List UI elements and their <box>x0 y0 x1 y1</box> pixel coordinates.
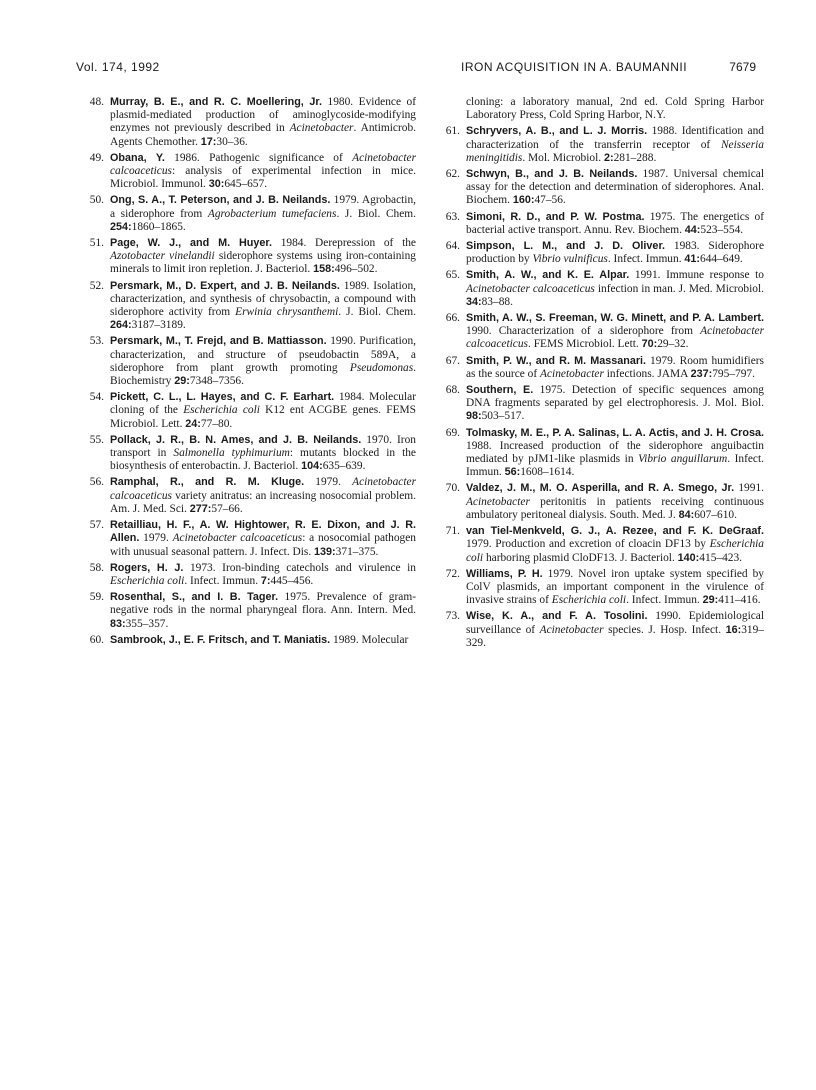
reference-pages: 371–375. <box>335 545 379 558</box>
reference-volume: 264: <box>110 319 132 332</box>
running-title: IRON ACQUISITION IN A. BAUMANNII <box>461 60 688 74</box>
reference-journal: species. J. Hosp. Infect. <box>603 623 726 636</box>
reference-volume: 56: <box>504 466 521 479</box>
reference-pages: 47–56. <box>534 194 566 207</box>
reference-entry <box>76 519 416 559</box>
page-number: 7679 <box>729 60 756 74</box>
reference-taxon: Escherichia coli <box>466 538 764 564</box>
reference-column-right <box>432 96 764 653</box>
reference-authors: Wise, K. A., and F. A. Tosolini. <box>466 610 648 623</box>
reference-volume: 44: <box>684 223 701 236</box>
reference-number: 73. <box>445 610 460 623</box>
reference-pages: 496–502. <box>334 263 378 276</box>
reference-journal: . Antimicrob. Agents Chemother. <box>110 122 416 148</box>
reference-authors: Schryvers, A. B., and L. J. Morris. <box>466 125 648 138</box>
reference-pages: 3187–3189. <box>131 319 186 332</box>
reference-authors: Murray, B. E., and R. C. Moellering, Jr. <box>110 96 323 108</box>
reference-volume: 70: <box>641 338 658 351</box>
reference-journal: variety anitratus: an increasing nosocomial problem. Am. J. Med. Sci. <box>110 489 416 515</box>
reference-text: 1973. Iron-binding catechols and virulence in <box>183 561 417 574</box>
reference-journal: : analysis of experimental infection in mice. Microbiol. Immunol. <box>110 165 416 191</box>
reference-column-left <box>76 96 416 650</box>
reference-text: 1984. Molecular cloning of the <box>110 391 416 417</box>
reference-number: 59. <box>89 591 104 604</box>
reference-number: 64. <box>445 240 460 253</box>
reference-entry <box>432 482 764 522</box>
reference-authors: Pickett, C. L., L. Hayes, and C. F. Earhart. <box>110 391 335 404</box>
reference-number: 71. <box>445 525 460 538</box>
reference-pages: 411–416. <box>718 594 761 607</box>
reference-authors: Southern, E. <box>466 384 534 397</box>
reference-taxon: Neisseria meningitidis <box>466 138 764 164</box>
reference-text: 1984. Derepression of the <box>271 237 416 250</box>
reference-text: 1991. Immune response to <box>629 269 764 282</box>
reference-text: 1988. Increased production of the siderophore anguibactin mediated by pJM1-like plasmids in <box>466 439 764 466</box>
reference-text: 1979. <box>139 532 173 545</box>
reference-number: 49. <box>89 151 104 164</box>
reference-number: 58. <box>89 561 104 574</box>
reference-authors: Williams, P. H. <box>466 567 543 580</box>
reference-pages: 355–357. <box>125 617 169 630</box>
reference-journal: : a nosocomial pathogen with unusual seasonal pattern. J. Infect. Dis. <box>110 532 416 558</box>
reference-pages: 635–639. <box>322 460 366 473</box>
reference-volume: 24: <box>185 417 201 430</box>
reference-taxon: Salmonella typhimurium <box>173 447 290 460</box>
reference-volume: 7: <box>260 574 271 587</box>
reference-authors: Schwyn, B., and J. B. Neilands. <box>466 168 638 181</box>
reference-number: 70. <box>445 482 460 495</box>
reference-taxon: Acinetobacter <box>539 623 604 636</box>
reference-taxon: Vibrio anguillarum <box>638 453 728 466</box>
reference-text: 1989. Molecular <box>330 633 409 646</box>
reference-volume: 158: <box>313 263 335 276</box>
reference-authors: Simoni, R. D., and P. W. Postma. <box>466 210 645 223</box>
reference-pages: 319–329. <box>466 623 764 649</box>
reference-entry <box>76 591 416 631</box>
reference-volume: 41: <box>684 253 701 266</box>
reference-authors: Smith, A. W., S. Freeman, W. G. Minett, and P. A. Lambert. <box>466 312 764 325</box>
reference-entry <box>76 280 416 333</box>
reference-text: 1989. Isolation, characterization, and synthesis of chrysobactin, a compound with siderophore activity from <box>110 279 416 319</box>
reference-number: 55. <box>89 433 104 446</box>
reference-pages: 1860–1865. <box>131 220 186 233</box>
reference-volume: 139: <box>314 545 336 558</box>
reference-volume: 2: <box>603 151 614 164</box>
reference-entry <box>76 391 416 431</box>
reference-journal: . Infect. Immun. <box>466 453 765 479</box>
reference-entry <box>76 194 416 234</box>
reference-authors: Pollack, J. R., B. N. Ames, and J. B. Neilands. <box>110 433 362 446</box>
reference-number: 65. <box>445 269 460 282</box>
reference-pages: 57–66. <box>211 502 243 515</box>
reference-text: 1990. Characterization of a siderophore from <box>466 325 701 338</box>
reference-text: 1970. Iron transport in <box>110 433 416 460</box>
reference-journal: : mutants blocked in the biosynthesis of enterobactin. J. Bacteriol. <box>110 447 416 473</box>
reference-text: 1975. The energetics of bacterial active transport. Annu. Rev. Biochem. <box>466 210 764 236</box>
reference-pages: 77–80. <box>200 417 233 430</box>
reference-pages: 415–423. <box>699 551 743 564</box>
reference-pages: 607–610. <box>694 508 737 521</box>
reference-text: 1983. Siderophore production by <box>466 240 764 266</box>
reference-number: 51. <box>89 237 104 250</box>
reference-entry <box>76 634 416 647</box>
reference-volume: 30: <box>208 178 225 191</box>
reference-volume: 254: <box>110 220 132 233</box>
reference-pages: 523–554. <box>700 223 744 236</box>
reference-entry <box>76 237 416 277</box>
reference-entry <box>432 168 764 208</box>
reference-authors: Rosenthal, S., and I. B. Tager. <box>110 591 279 604</box>
reference-taxon: Agrobacterium tumefaciens <box>207 207 337 220</box>
reference-pages: 644–649. <box>700 253 743 266</box>
reference-entry <box>76 434 416 474</box>
reference-entry <box>432 269 764 309</box>
reference-number: 63. <box>445 210 460 223</box>
reference-number: 48. <box>89 96 104 108</box>
reference-volume: 160: <box>512 194 535 207</box>
reference-text: 1990. Purification, characterization, and structure of pseudobactin 589A, a siderophore from plant growth promoting <box>110 335 417 374</box>
reference-journal: harboring plasmid CloDF13. J. Bacteriol. <box>483 551 678 564</box>
reference-entry <box>76 152 416 192</box>
reference-entry <box>432 525 764 565</box>
reference-entry <box>76 476 416 516</box>
reference-taxon: Acinetobacter calcoaceticus <box>466 282 595 295</box>
reference-text: 1991. <box>734 482 764 495</box>
reference-number: 50. <box>89 194 104 207</box>
reference-pages: 29–32. <box>657 338 689 351</box>
reference-pages: 7348–7356. <box>189 375 244 388</box>
reference-journal: . Mol. Microbiol. <box>522 151 604 164</box>
reference-volume: 237: <box>690 367 713 380</box>
reference-authors: Ong, S. A., T. Peterson, and J. B. Neilands. <box>110 194 331 207</box>
reference-authors: Smith, A. W., and K. E. Alpar. <box>466 269 630 282</box>
reference-entry <box>432 610 764 650</box>
reference-volume: 29: <box>702 594 719 607</box>
reference-entry <box>76 562 416 588</box>
reference-authors: Obana, Y. <box>110 151 165 164</box>
reference-pages: 281–288. <box>613 151 657 164</box>
reference-number: 66. <box>445 312 460 325</box>
reference-journal: . Infect. Immun. <box>626 594 703 607</box>
reference-number: 68. <box>445 384 460 397</box>
reference-number: 53. <box>89 335 104 348</box>
reference-taxon: Acinetobacter <box>540 367 604 380</box>
reference-taxon: Escherichia coli <box>183 404 260 417</box>
reference-journal: . J. Biol. Chem. <box>336 207 416 220</box>
reference-number: 56. <box>89 476 104 489</box>
reference-authors: Persmark, M., T. Frejd, and B. Mattiasson. <box>110 335 327 348</box>
reference-entry <box>432 125 764 165</box>
reference-number: 54. <box>89 391 104 404</box>
reference-volume: 83: <box>110 617 126 630</box>
reference-number: 52. <box>89 279 104 292</box>
reference-entry <box>432 355 764 381</box>
reference-authors: van Tiel-Menkveld, G. J., A. Rezee, and F. K. DeGraaf. <box>466 525 764 538</box>
reference-authors: Persmark, M., D. Expert, and J. B. Neilands. <box>110 279 340 292</box>
reference-journal: infections. JAMA <box>603 367 691 380</box>
reference-text: 1980. Evidence of plasmid-mediated production of aminoglycoside-modifying enzymes not previously described in <box>110 96 416 135</box>
reference-journal: siderophore systems using iron-containing minerals to limit iron repletion. J. Bacteriol. <box>110 250 416 276</box>
reference-journal: . Biochemistry <box>110 361 416 388</box>
reference-authors: Page, W. J., and M. Huyer. <box>110 237 272 250</box>
reference-volume: 34: <box>466 295 482 308</box>
reference-entry <box>76 335 416 388</box>
running-header <box>76 60 756 78</box>
reference-volume: 29: <box>174 375 190 388</box>
reference-text: 1990. Epidemiological surveillance of <box>466 610 765 636</box>
reference-text: 1979. Room humidifiers as the source of <box>466 354 764 380</box>
reference-taxon: Pseudomonas <box>349 361 414 374</box>
reference-volume: 17: <box>200 135 217 148</box>
reference-continuation: cloning: a laboratory manual, 2nd ed. Cold Spring Harbor Laboratory Press, Cold Spring Harbor, N.Y. <box>466 96 764 122</box>
reference-entry <box>432 211 764 237</box>
reference-number: 60. <box>89 633 104 646</box>
reference-number: 72. <box>445 567 460 580</box>
reference-authors: Rogers, H. J. <box>110 561 184 574</box>
reference-taxon: Escherichia coli <box>110 574 185 587</box>
reference-number: 69. <box>445 426 460 439</box>
reference-journal: infection in man. J. Med. Microbiol. <box>594 282 764 295</box>
reference-volume: 140: <box>677 551 700 564</box>
reference-taxon: Acinetobacter <box>466 495 530 508</box>
reference-text: 1979. Agrobactin, a siderophore from <box>110 194 416 220</box>
reference-volume: 16: <box>725 623 742 636</box>
reference-taxon: Acinetobacter <box>289 122 354 135</box>
reference-authors: Ramphal, R., and R. M. Kluge. <box>110 476 305 489</box>
reference-authors: Sambrook, J., E. F. Fritsch, and T. Maniatis. <box>110 633 331 646</box>
reference-text: 1979. <box>304 476 353 489</box>
reference-text: 1975. Detection of specific sequences among DNA fragments separated by gel electrophoresis. J. Mol. Biol. <box>466 384 764 410</box>
reference-pages: 83–88. <box>481 295 513 308</box>
reference-volume: 277: <box>189 502 212 515</box>
journal-volume: Vol. 174, 1992 <box>76 60 160 74</box>
reference-taxon: Acinetobacter calcoaceticus <box>172 532 303 545</box>
reference-pages: 445–456. <box>270 574 314 587</box>
reference-taxon: Azotobacter vinelandii <box>110 250 215 263</box>
reference-pages: 503–517. <box>481 410 525 423</box>
reference-taxon: Acinetobacter calcoaceticus <box>110 476 416 502</box>
reference-text: 1979. Production and excretion of cloacin DF13 by <box>466 538 710 551</box>
reference-number: 62. <box>445 168 460 181</box>
reference-authors: Retailliau, H. F., A. W. Hightower, R. E. Dixon, and J. R. Allen. <box>110 519 416 545</box>
reference-volume: 84: <box>678 508 695 521</box>
reference-authors: Smith, P. W., and R. M. Massanari. <box>466 354 647 367</box>
reference-journal: . Infect. Immun. <box>607 253 685 266</box>
reference-taxon: Erwinia chrysanthemi <box>235 306 339 319</box>
reference-entry <box>432 384 764 424</box>
reference-text: 1975. Prevalence of gram-negative rods in the normal pharyngeal flora. Ann. Intern. Med. <box>110 591 417 617</box>
reference-entry <box>432 240 764 266</box>
reference-taxon: Vibrio vulnificus <box>532 253 608 266</box>
reference-pages: 645–657. <box>224 178 268 191</box>
reference-pages: 1608–1614. <box>520 466 575 479</box>
reference-authors: Simpson, L. M., and J. D. Oliver. <box>466 240 666 253</box>
reference-text: 1988. Identification and characterization of the transferrin receptor of <box>466 125 764 151</box>
reference-journal: peritonitis in patients receiving continuous ambulatory peritoneal dialysis. South. Med. J. <box>466 495 764 521</box>
reference-journal: . Infect. Immun. <box>184 574 261 587</box>
reference-text: 1986. Pathogenic significance of <box>164 151 353 164</box>
reference-pages: 30–36. <box>216 135 248 148</box>
reference-entry <box>432 312 764 352</box>
reference-taxon: Acinetobacter calcoaceticus <box>110 151 416 178</box>
reference-entry <box>432 568 764 608</box>
reference-text: 1987. Universal chemical assay for the detection and determination of siderophores. Anal. Biochem. <box>466 168 764 207</box>
reference-journal: . FEMS Microbiol. Lett. <box>528 338 642 351</box>
reference-number: 57. <box>89 519 104 532</box>
reference-number: 61. <box>445 125 460 138</box>
reference-authors: Tolmasky, M. E., P. A. Salinas, L. A. Actis, and J. H. Crosa. <box>466 426 764 439</box>
reference-journal: K12 ent ACGBE genes. FEMS Microbiol. Lett. <box>110 404 416 430</box>
reference-number: 67. <box>445 354 460 367</box>
reference-volume: 104: <box>301 460 323 473</box>
reference-taxon: Escherichia coli <box>551 594 627 607</box>
reference-volume: 98: <box>466 410 482 423</box>
reference-journal: . J. Biol. Chem. <box>338 306 416 319</box>
reference-text: 1979. Novel iron uptake system specified by ColV plasmids, an important component in the virulence of invasive strains of <box>466 567 765 607</box>
reference-authors: Valdez, J. M., M. O. Asperilla, and R. A. Smego, Jr. <box>466 482 735 495</box>
reference-pages: 795–797. <box>712 367 755 380</box>
reference-entry <box>432 427 764 480</box>
reference-taxon: Acinetobacter calcoaceticus <box>466 325 764 351</box>
reference-entry <box>76 96 416 149</box>
